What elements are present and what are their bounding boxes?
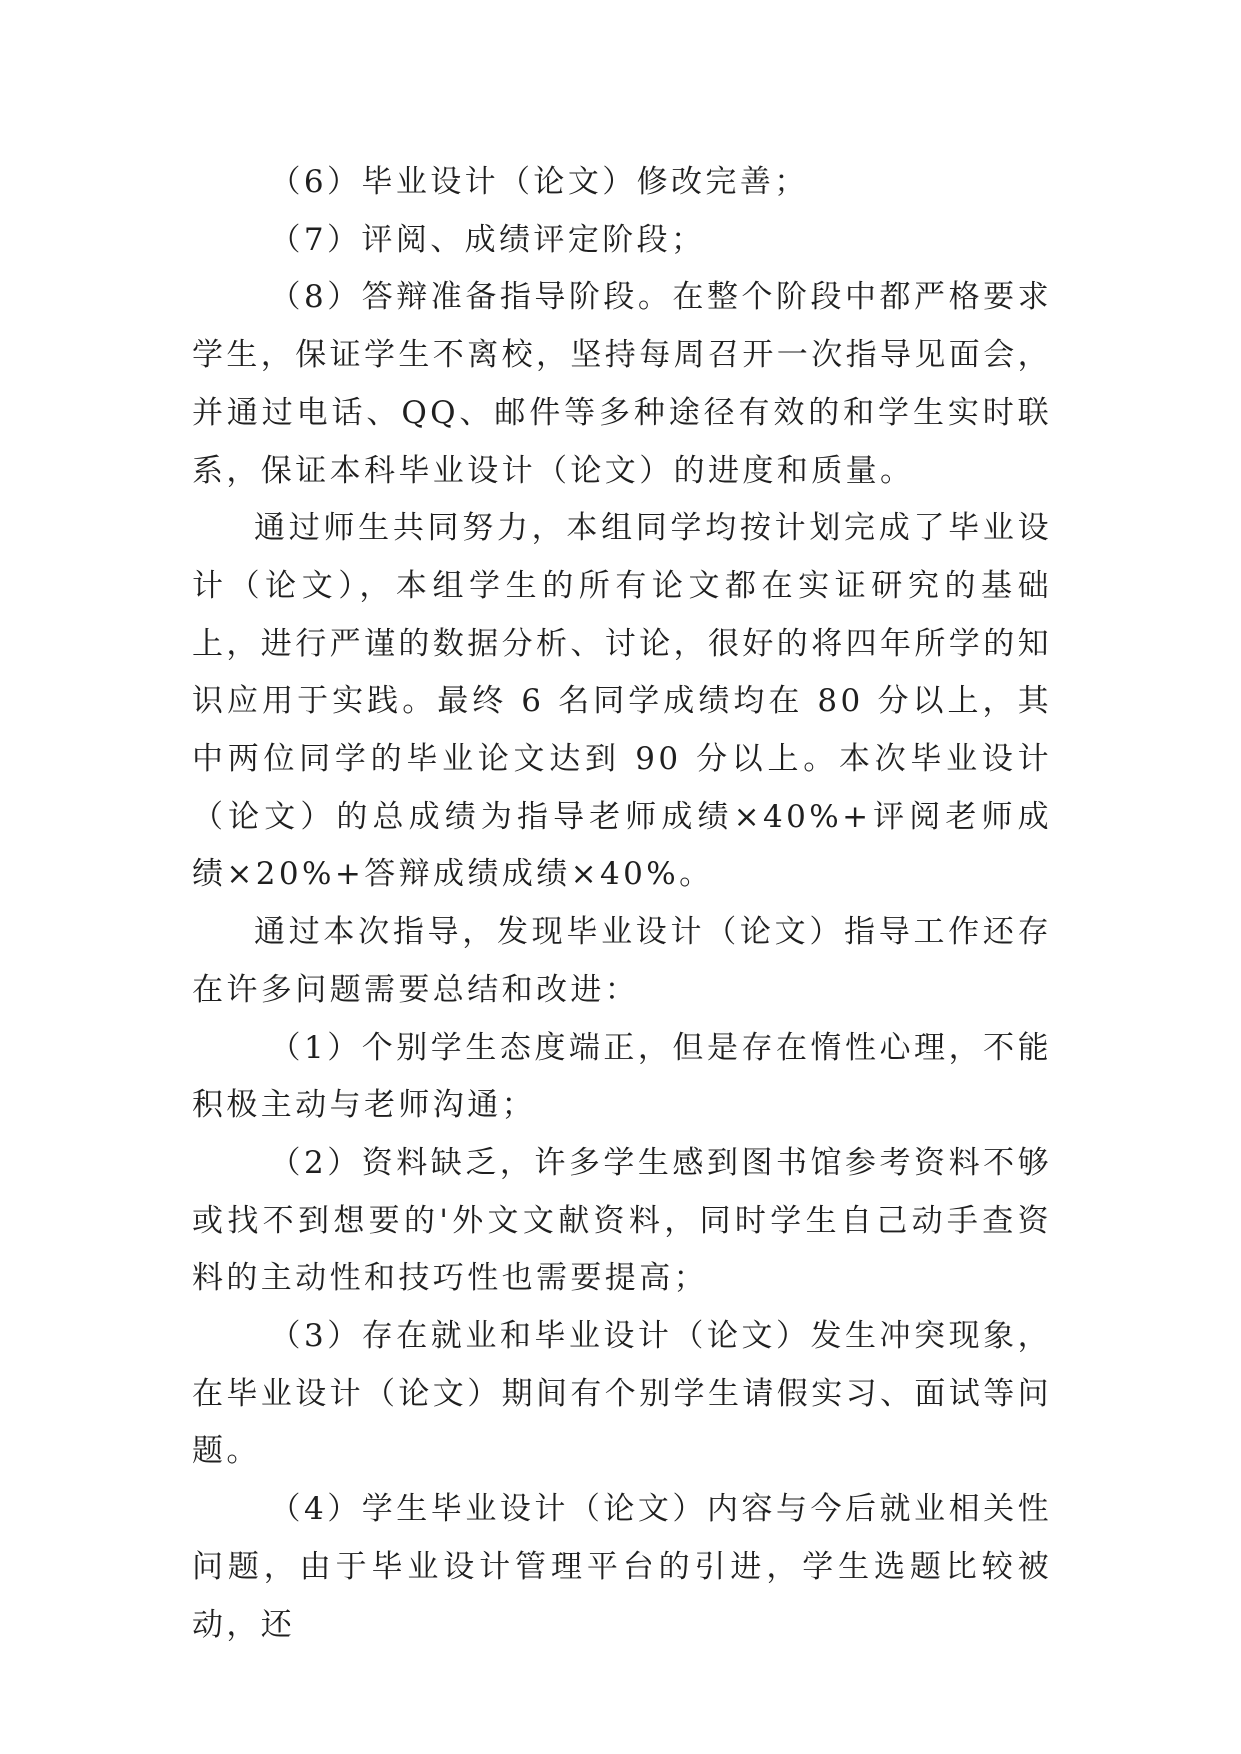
paragraph-stage-7: （7）评阅、成绩评定阶段； — [269, 221, 706, 258]
paragraph-stage-6: （6）毕业设计（论文）修改完善； — [269, 164, 809, 200]
paragraph-problems-intro: 通过本次指导，发现毕业设计（论文）指导工作还存在许多问题需要总结和改进： — [192, 914, 1052, 1008]
paragraph-results: 通过师生共同努力，本组同学均按计划完成了毕业设计（论文），本组学生的所有论文都在实证研究的基础上，进行严谨的数据分析、讨论，很好的将四年所学的知识应用于实践。最终 6 名同学成绩均在 80 分以上，其中两位同学的毕业论文达到 90 分以上。本次毕业设计（论文）的总成绩为指导老师成绩×40%+评阅老师成绩×20%+答辩成绩成绩×40%。 — [192, 510, 1052, 893]
paragraph-stage-8: （8）答辩准备指导阶段。在整个阶段中都严格要求学生，保证学生不离校，坚持每周召开一次指导见面会，并通过电话、QQ、邮件等多种途径有效的和学生实时联系，保证本科毕业设计（论文）的进度和质量。 — [192, 279, 1052, 489]
paragraph-problem-4: （4）学生毕业设计（论文）内容与今后就业相关性问题，由于毕业设计管理平台的引进，学生选题比较被动，还 — [192, 1491, 1052, 1643]
paragraph-problem-1: （1）个别学生态度端正，但是存在惰性心理，不能积极主动与老师沟通； — [192, 1029, 1052, 1124]
document-body — [192, 154, 1052, 1654]
paragraph-problem-2: （2）资料缺乏，许多学生感到图书馆参考资料不够或找不到想要的'外文文献资料，同时学生自己动手查资料的主动性和技巧性也需要提高； — [192, 1144, 1052, 1297]
paragraph-problem-3: （3）存在就业和毕业设计（论文）发生冲突现象，在毕业设计（论文）期间有个别学生请假实习、面试等问题。 — [192, 1318, 1052, 1470]
